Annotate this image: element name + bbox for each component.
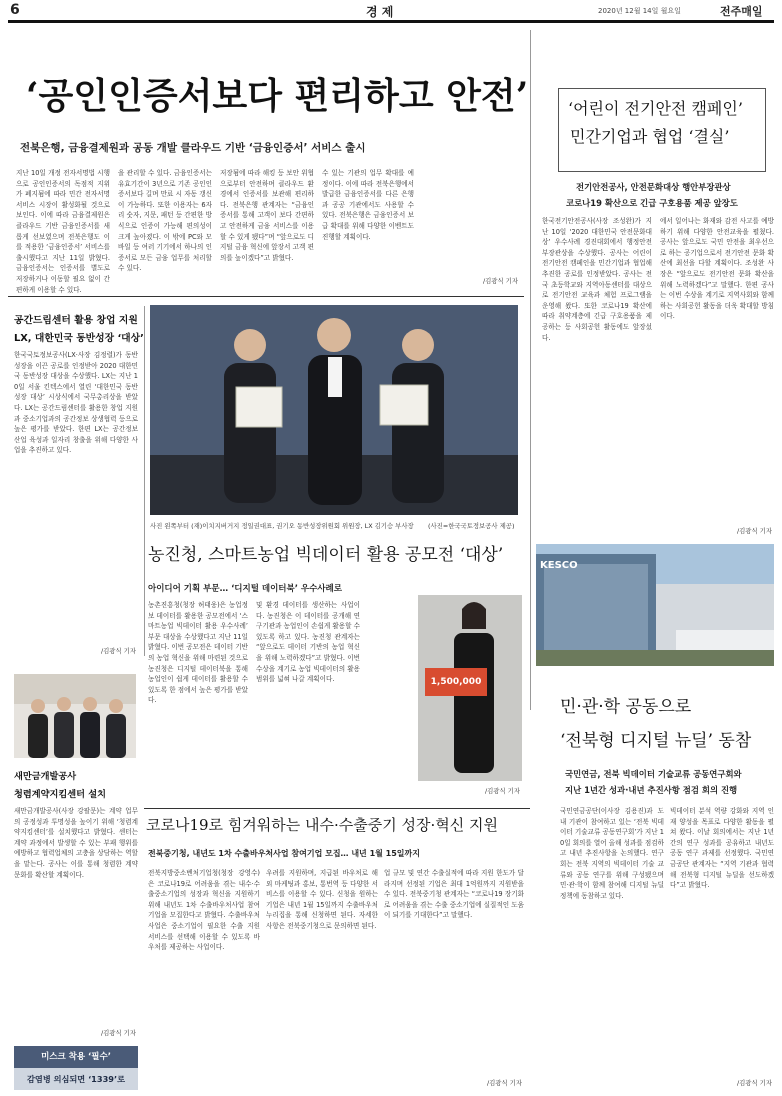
kesco-subhead-line2: 코로나19 확산으로 긴급 구호용품 제공 앞장도 [566,198,738,208]
newdeal-headline-line1: 민·관·학 공동으로 [560,697,692,717]
covid-body-col1: 전북지방중소벤처기업청(청장 강영수)은 코로나19로 어려움을 겪는 내수·수출중소기업의 성장과 혁신을 지원하기 위해 내년도 1차 수출바우처사업 참여기업을 모집한다고 밝혔다. 수출바우처사업은 중소기업이 필요한 수출 지원 서비스를 선택해 이용할 수 있도록 바우처를 제공하는 사업이다. [148,869,260,952]
farm-headline: 농진청, 스마트농업 빅데이터 활용 공모전 ‘대상’ [148,545,504,565]
newdeal-subhead-line2: 지난 1년간 성과·내년 추진사항 점검 회의 진행 [565,785,738,795]
kesco-headline-line1: ‘어린이 전기안전 캠페인’ [568,99,743,118]
page-number: 6 [10,2,20,18]
main-body-col3: 저장됨에 따라 해킹 등 보안 위협으로부터 안전하며 클라우드 환경에서 인증서를 보관해 편리하다. 전북은행 관계자는 “금융인증서를 통해 고객이 보다 간편하고 안전하게 금융 서비스를 이용할 수 있게 됐다”며 “앞으로도 디지털 금융 혁신에 앞장서 고객 편의를 높이겠다”고 밝혔다. [220,169,314,262]
lx-headline: 공간드림센터 활용 창업 지원 [14,315,138,326]
saemangeum-subhead: 청렴계약지킴센터 설치 [14,789,106,800]
saemangeum-body: 새만금개발공사(사장 강팔문)는 계약 업무의 공정성과 투명성을 높이기 위해 ‘청렴계약지킴센터’를 설치했다고 밝혔다. 센터는 계약 과정에서 발생할 수 있는 부패 행위를 예방하고 협력업체의 고충을 상담하는 역할을 맡는다. 공사는 이를 통해 청렴한 계약 문화를 확산할 계획이다. [14,807,138,879]
main-bottom-rule [8,296,524,297]
farm-subhead: 아이디어 기획 부문… ‘디지털 데이터북’ 우수사례로 [148,584,342,594]
saemangeum-photo [14,674,136,758]
kesco-byline: /김광식 기자 [736,527,772,535]
covid-headline: 코로나19로 힘겨워하는 내수·수출중기 성장·혁신 지원 [146,816,498,834]
notice-line2: 감염병 의심되면 ‘1339’로 [27,1074,125,1084]
newdeal-subhead-line1: 국민연금, 전북 빅데이터 기술교류 공동연구회와 [565,769,742,779]
main-body-col4: 수 있는 기관의 업무 확대를 예정이다. 이에 따라 전북은행에서 발급한 금융인증서를 다른 은행과 공공 기관에서도 사용할 수 있다. 전북은행은 금융인증서 보급 확대를 위해 다양한 이벤트도 진행할 계획이다. [322,169,414,241]
main-body-col2: 을 관리할 수 있다. 금융인증서는 유효기간이 3년으로 기존 공인인증서보다 길며 만료 시 자동 갱신이 가능하다. 또한 이용자는 6자리 숫자, 지문, 패턴 등 간편한 방식으로 인증이 가능해 편의성이 크게 높아졌다. 이 밖에 PC와 모바일 등 여러 기기에서 하나의 인증서로 모든 금융 업무를 처리할 수 있다. [118,169,212,273]
photo1-caption: 사진 왼쪽부터 (재)이치지버거지 정일권대표, 권기오 동반성장위원회 위원장, LX 김기승 부사장 [150,522,414,530]
covid-top-rule [144,808,530,809]
kesco-body-col1: 한국전기안전공사(사장 조성완)가 지난 10일 ‘2020 대한민국 안전문화대상’ 우수사례 경진대회에서 행정안전부장관상을 수상했다. 공사는 어린이 전기안전 캠페인을 민간기업과 협업해 추진한 공로를 인정받았다. 공사는 전국 초등학교와 지역아동센터를 대상으로 전기안전 교육과 체험 프로그램을 운영해 왔다. 또한 코로나19 확산에 따라 취약계층에 긴급 구호용품을 제공하는 등 사회공헌 활동에도 앞장섰다. [542,217,652,342]
newdeal-byline: /김광식 기자 [736,1079,772,1087]
farm-body-col2: 및 환경 데이터를 생산하는 사업이다. 농진청은 이 데이터를 공개해 연구기관과 농업인이 손쉽게 활용할 수 있도록 하고 있다. 농진청 관계자는 “앞으로도 데이터 기반의 농업 혁신을 위해 노력하겠다”고 밝혔다. 이번 수상을 계기로 농업 빅데이터의 활용 범위를 넓혀 나갈 계획이다. [256,601,360,684]
covid-body-col3: 업 규모 및 연간 수출실적에 따라 지원 한도가 달라지며 선정된 기업은 최대 1억원까지 지원받을 수 있다. 전북중기청 관계자는 “코로나19 장기화로 어려움을 겪는 수출 중소기업에 실질적인 도움이 되기를 기대한다”고 말했다. [384,869,524,920]
lx-divider [144,306,145,656]
covid-body-col2: 우려를 지원하며, 지급된 바우처로 해외 마케팅과 홍보, 통번역 등 다양한 서비스를 이용할 수 있다. 신청을 원하는 기업은 내년 1월 15일까지 수출바우처 누리집을 통해 신청하면 된다. 자세한 사항은 전북중기청으로 문의하면 된다. [266,869,378,930]
covid-byline: /김광식 기자 [486,1079,522,1087]
main-subhead: 전북은행, 금융결제원과 공동 개발 클라우드 기반 ‘금융인증서’ 서비스 출시 [20,142,366,154]
header-rule [8,20,774,23]
newdeal-body-col2: 빅데이터 분석 역량 강화와 지역 인재 양성을 목표로 다양한 활동을 펼쳐 왔다. 이날 회의에서는 지난 1년간의 연구 성과를 공유하고 내년도 공동 연구 과제를 선정했다. 국민연금공단 관계자는 “지역 기관과 협력해 전북형 디지털 뉴딜을 선도하겠다”고 밝혔다. [670,807,774,890]
kesco-sign: KESCO [540,560,578,571]
prize-board: 1,500,000 [425,668,487,696]
column-divider [530,30,531,710]
main-byline: /김광식 기자 [482,277,518,285]
section-title: 경 제 [366,5,394,19]
lx-body: 한국국토정보공사(LX·사장 김정렬)가 동반성장을 이끈 공로를 인정받아 2020 대한민국 동반성장 대상을 수상했다. LX는 지난 10일 서울 킨텍스에서 열린 ‘대한민국 동반성장 대상’ 시상식에서 국무총리상을 받았다. LX는 공간드림센터를 활용한 창업 지원과 중소기업과의 공간정보 상생협력 등으로 높은 평가를 받았다. 한편 LX는 공간정보 산업 육성과 일자리 창출을 위해 다양한 사업을 추진하고 있다. [14,351,138,455]
saemangeum-headline: 새만금개발공사 [14,771,77,782]
kesco-body-col2: 에서 일어나는 화재와 감전 사고를 예방하기 위해 다양한 안전교육을 펼쳤다. 공사는 앞으로도 국민 안전을 최우선으로 하는 공기업으로서 전기안전 문화 확산에 최선을 다할 계획이다. 조성완 사장은 “앞으로도 전기안전 문화 확산을 위해 노력하겠다”고 말했다. 한편 공사는 이번 수상을 계기로 지역사회와 함께하는 사회공헌 활동을 더욱 확대할 방침이다. [660,217,774,321]
newspaper-brand: 전주매일 [720,5,763,18]
award-ceremony-photo [150,305,518,515]
kesco-headline-line2: 민간기업과 협업 ‘결실’ [570,127,730,146]
main-body-col1: 지난 10일 개정 전자서명법 시행으로 공인인증서의 독점적 지위가 폐지됨에 따라 민간 전자서명 서비스 시장이 활성화될 것으로 보인다. 이에 따라 금융결제원은 클라우드 기반 금융인증서를 새롭게 선보였으며 전북은행도 이를 적용한 ‘금융인증서’ 서비스를 출시했다고 지난 11일 밝혔다. 금융인증서는 인증서를 별도로 저장하거나 이동할 필요 없이 간편하게 이용할 수 있다. [16,169,110,294]
saemangeum-byline: /김광식 기자 [100,1029,136,1037]
lx-byline: /김광식 기자 [100,647,136,655]
kesco-subhead-line1: 전기안전공사, 안전문화대상 행안부장관상 [576,182,731,192]
issue-date: 2020년 12월 14일 월요일 [598,7,681,15]
lx-subhead: LX, 대한민국 동반성장 ‘대상’ [14,333,144,344]
public-notice-box [14,1046,138,1090]
farm-body-col1: 농촌진흥청(청장 허태웅)은 농업정보 데이터를 활용한 공모전에서 ‘스마트농업 빅데이터 활용 우수사례’ 부문 대상을 수상했다고 지난 11일 밝혔다. 이번 공모전은 데이터 기반의 농업 혁신을 위해 마련된 것으로 농진청은 디지털 데이터북을 통해 농업인이 쉽게 데이터를 활용할 수 있도록 한 점에서 높은 평가를 받았다. [148,601,248,705]
farm-byline: /김광식 기자 [484,787,520,795]
newdeal-body-col1: 국민연금공단(이사장 김용진)과 도내 기관이 참여하고 있는 ‘전북 빅데이터 기술교류 공동연구회’가 지난 10일 회의를 열어 올해 성과를 점검하고 내년 추진사항을 논의했다. 연구회는 전북 지역의 빅데이터 기술 교류와 공동 연구를 위해 구성됐으며 민·관·학이 함께 참여해 디지털 뉴딜 정책에 동참하고 있다. [560,807,664,900]
newdeal-headline-line2: ‘전북형 디지털 뉴딜’ 동참 [560,731,752,751]
notice-line1: 미스크 착용 ‘필수’ [14,1046,138,1068]
main-headline: ‘공인인증서보다 편리하고 안전’ [26,75,529,117]
photo1-credit: (사진=한국국토정보공사 제공) [428,522,515,530]
covid-subhead: 전북중기청, 내년도 1차 수출바우처사업 참여기업 모집… 내년 1월 15일까지 [148,849,420,858]
